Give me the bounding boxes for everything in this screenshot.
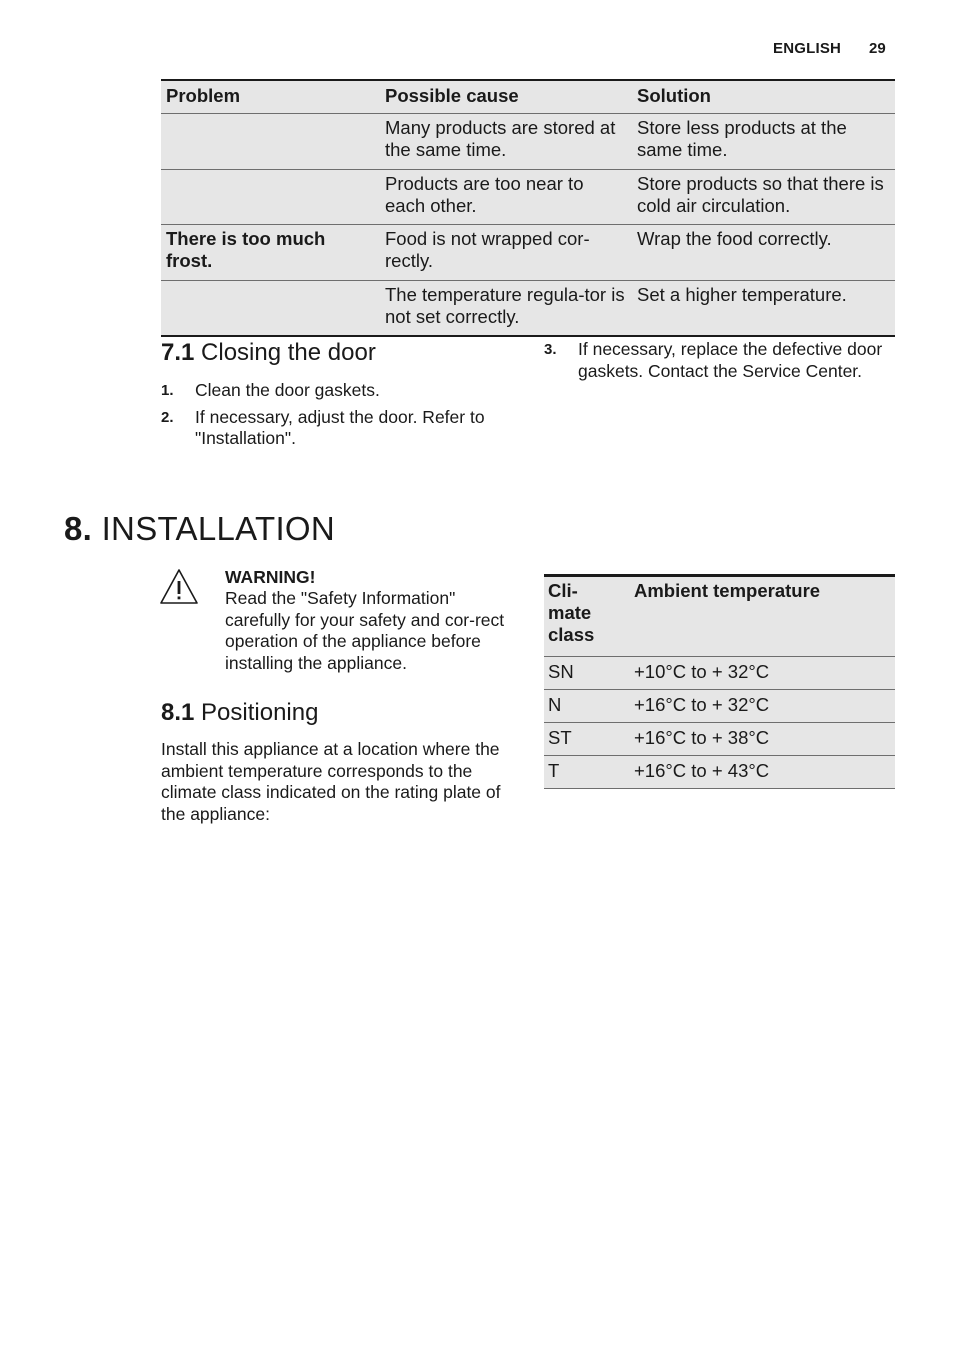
table-row [544,690,895,723]
table-row [161,114,895,170]
header-possible-cause: Possible cause [385,85,519,106]
cause-cell: Food is not wrapped cor-rectly. [385,228,590,271]
step-number: 1. [161,382,174,399]
list-item [544,339,889,382]
step-text: If necessary, replace the defective door gaskets. Contact the Service Center. [578,339,883,381]
solution-cell: Store products so that there is cold air circulation. [637,173,884,216]
climate-class-cell: ST [548,727,572,748]
section-number: 8.1 [161,699,195,726]
header-problem: Problem [166,85,241,106]
header-language: ENGLISH [773,40,842,57]
problem-cell: There is too much frost. [166,228,326,271]
table-row [161,281,895,337]
climate-class-table [544,574,895,789]
solution-cell: Store less products at the same time. [637,117,847,160]
climate-class-cell: SN [548,661,574,682]
chapter-title: INSTALLATION [101,510,336,547]
list-item [161,380,506,402]
solution-cell: Set a higher temperature. [637,284,847,305]
section-title: Closing the door [201,339,376,366]
step-number: 3. [544,341,557,358]
temperature-cell: +10°C to + 32°C [634,661,770,682]
problem-cell [161,281,380,335]
temperature-cell: +16°C to + 32°C [634,694,770,715]
table-header-row [161,81,895,114]
climate-class-cell: N [548,694,562,715]
climate-class-cell: T [548,760,560,781]
troubleshooting-table [161,79,895,337]
table-row [544,723,895,756]
temperature-cell: +16°C to + 38°C [634,727,770,748]
section-heading-7-1 [161,339,376,367]
cause-cell: The temperature regula-tor is not set correctly. [385,284,625,327]
section-title: Positioning [201,699,319,726]
table-header-row [544,577,895,657]
step-text: If necessary, adjust the door. Refer to "Installation". [195,406,485,448]
header-climate-class: Cli- mate class [548,580,595,645]
solution-cell: Wrap the food correctly. [637,228,832,249]
section-heading-8-1 [161,699,318,727]
cause-cell: Products are too near to each other. [385,173,584,216]
header-ambient-temperature: Ambient temperature [634,580,821,601]
temperature-cell: +16°C to + 43°C [634,760,770,781]
table-row [161,170,895,225]
page-number: 29 [869,40,886,57]
section-number: 7.1 [161,339,195,366]
steps-list-right [544,339,889,387]
problem-cell [161,170,380,224]
positioning-paragraph: Install this appliance at a location where the ambient temperature corresponds to the climate class indicated on the rating plate of the appliance: [161,739,501,824]
warning-title: WARNING! [225,567,316,587]
step-number: 2. [161,408,174,426]
warning-text: Read the "Safety Information" carefully for your safety and cor-rect operation of the appliance before installing the appliance. [225,588,505,673]
problem-cell [161,114,380,169]
steps-list-left [161,380,506,455]
list-item [161,407,506,450]
header-solution: Solution [637,85,711,106]
chapter-heading [64,510,335,548]
table-row [544,657,895,690]
cause-cell: Many products are stored at the same time. [385,117,616,160]
table-row [544,756,895,789]
chapter-number: 8. [64,510,93,547]
step-text: Clean the door gaskets. [195,380,380,400]
warning-triangle-icon [159,568,199,606]
table-row [161,225,895,281]
